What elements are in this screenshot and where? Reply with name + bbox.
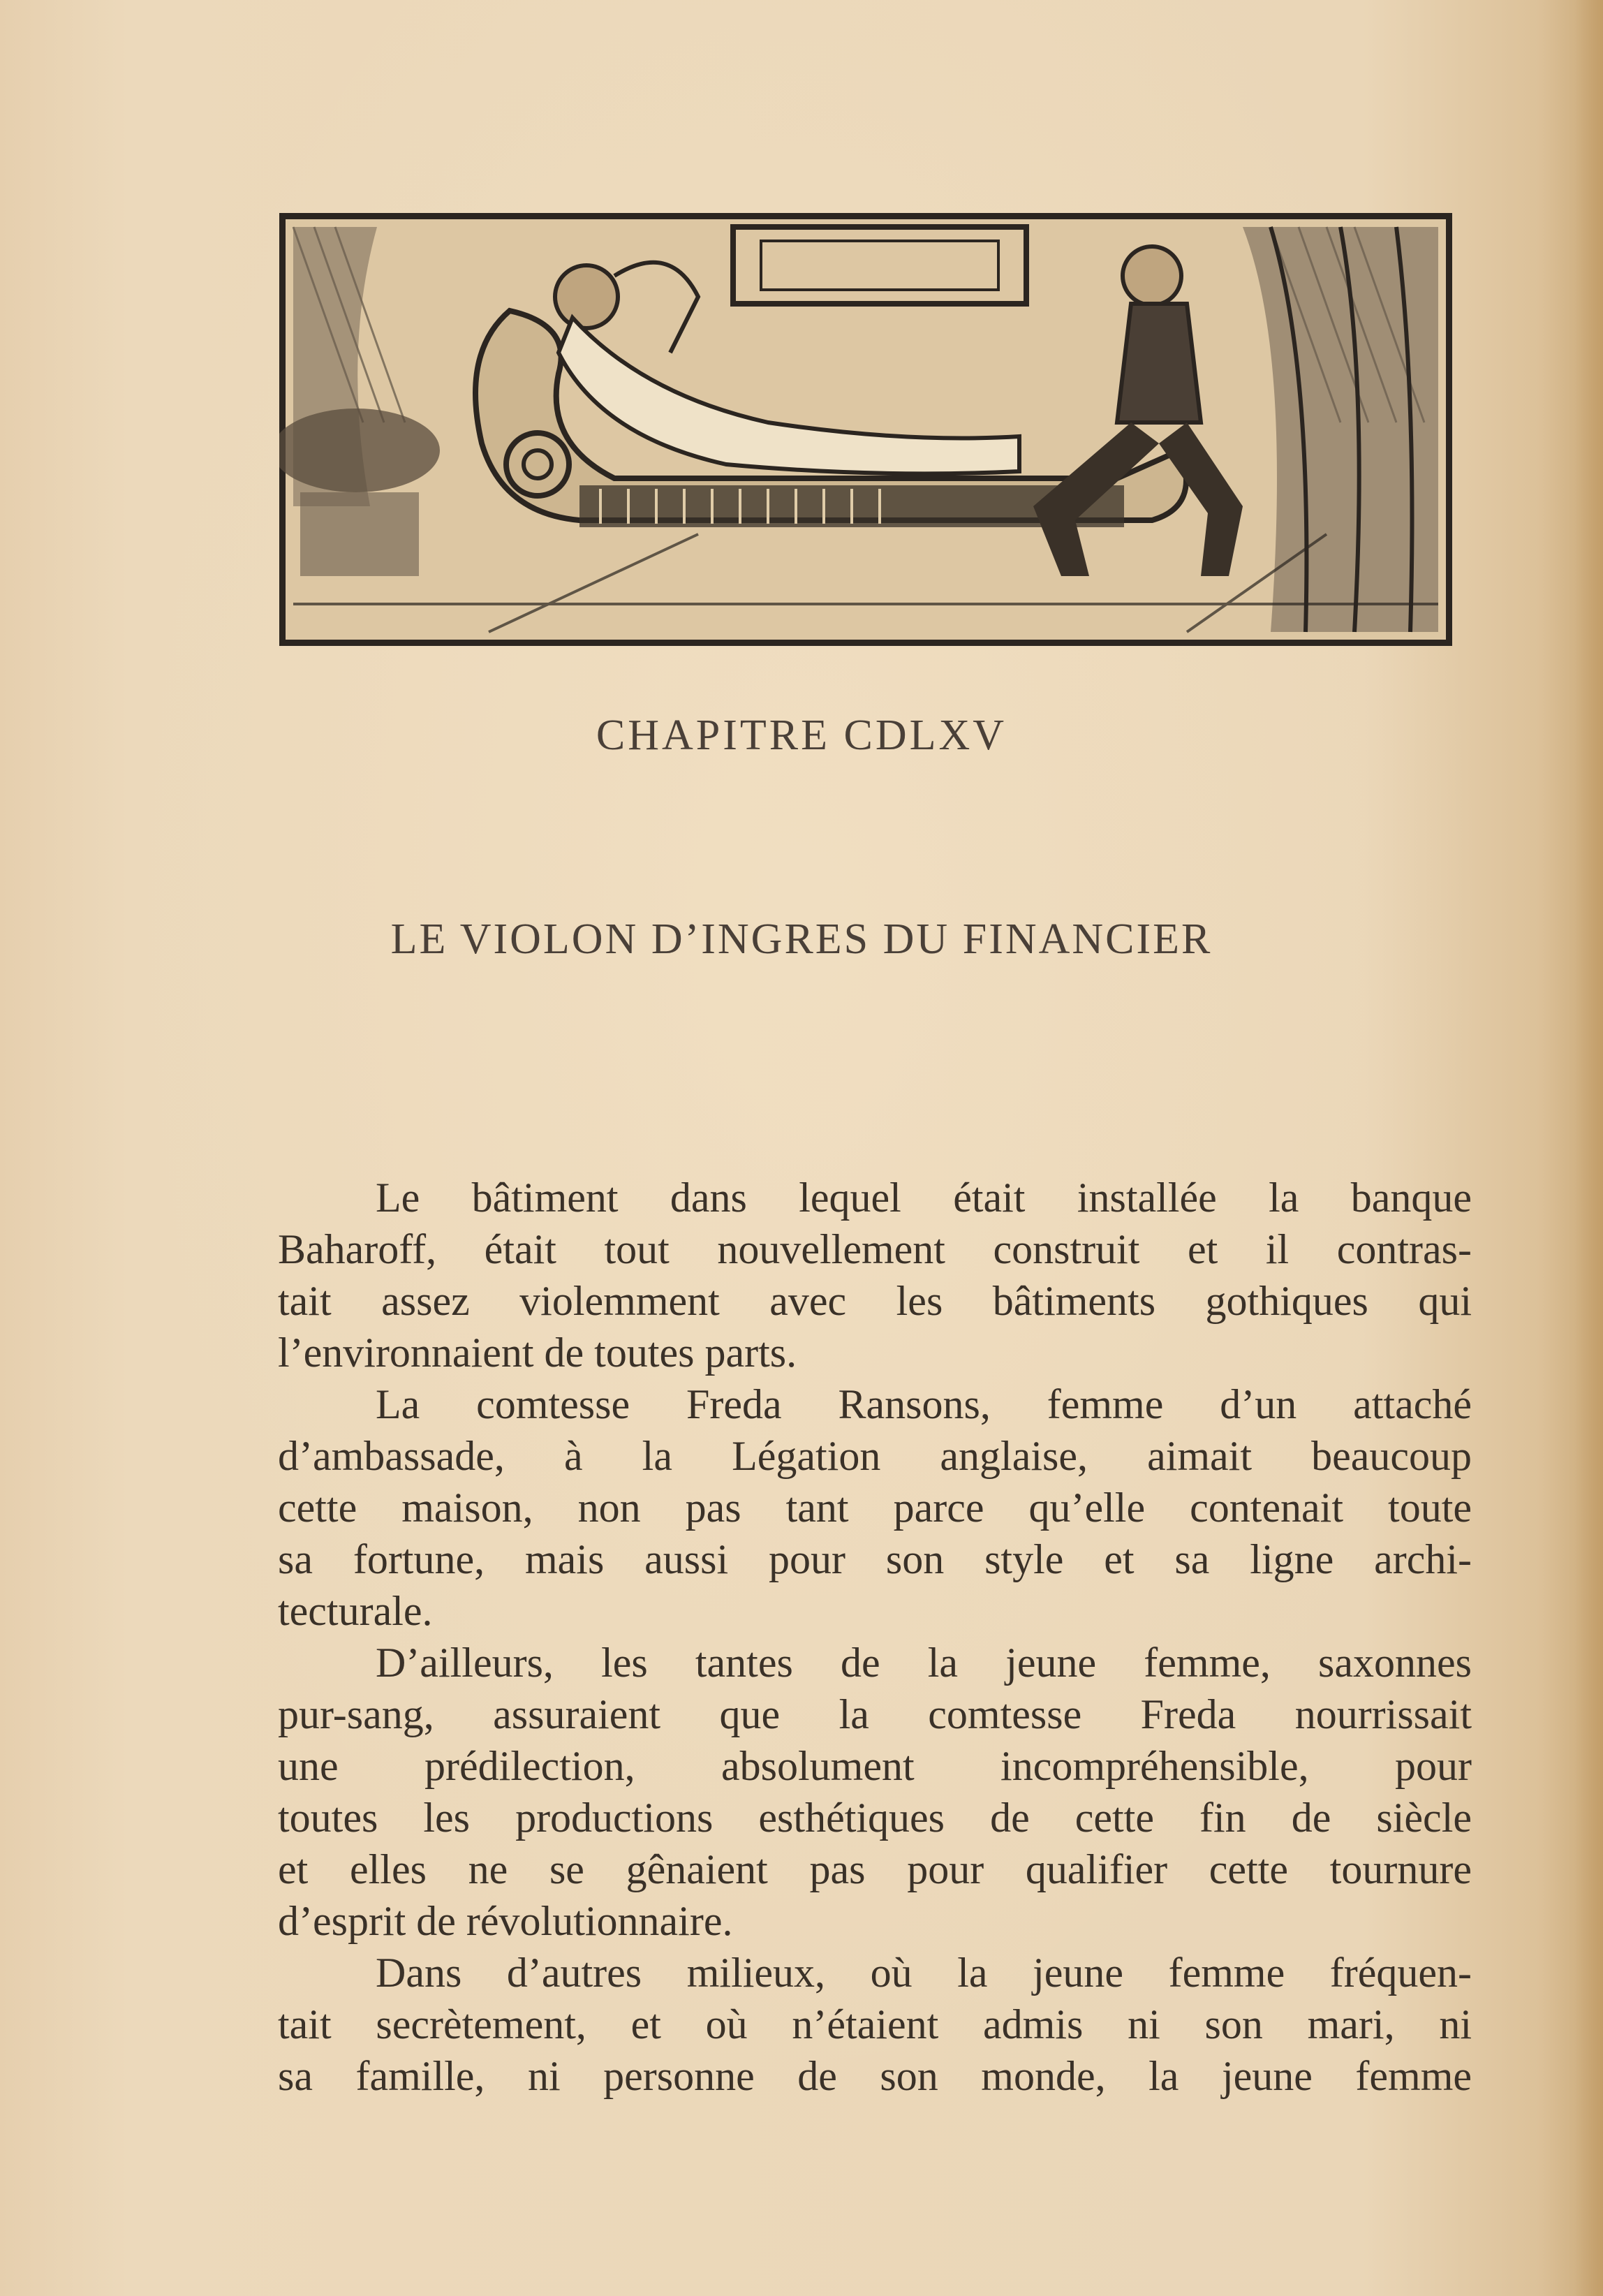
text-line: tecturale. <box>278 1588 433 1634</box>
text-line: une prédilection, absolument incompréhensible, pour <box>278 1743 1472 1789</box>
text-line: d’esprit de révolutionnaire. <box>278 1898 733 1944</box>
text-line: La comtesse Freda Ransons, femme d’un attaché <box>376 1381 1472 1427</box>
text-line: l’environnaient de toutes parts. <box>278 1330 797 1376</box>
text-line: et elles ne se gênaient pas pour qualifier cette tournure <box>278 1846 1472 1892</box>
text-line: D’ailleurs, les tantes de la jeune femme, saxonnes <box>376 1640 1472 1686</box>
text-line: d’ambassade, à la Légation anglaise, aimait beaucoup <box>278 1433 1472 1479</box>
text-line: pur-sang, assuraient que la comtesse Freda nourrissait <box>278 1691 1472 1737</box>
chapter-number: CHAPITRE CDLXV <box>596 712 1007 759</box>
woodcut-salon-scene-icon <box>279 213 1452 646</box>
chapter-illustration <box>279 213 1452 646</box>
text-line: sa famille, ni personne de son monde, la jeune femme <box>278 2053 1472 2099</box>
text-line: Baharoff, était tout nouvellement construit et il contras- <box>278 1226 1472 1272</box>
text-line: Dans d’autres milieux, où la jeune femme fréquen- <box>376 1950 1472 1996</box>
text-line: tait secrètement, et où n’étaient admis ni son mari, ni <box>278 2001 1472 2047</box>
text-line: Le bâtiment dans lequel était installée la banque <box>376 1175 1472 1221</box>
chapter-title: LE VIOLON D’INGRES DU FINANCIER <box>390 915 1213 963</box>
text-line: tait assez violemment avec les bâtiments gothiques qui <box>278 1278 1472 1324</box>
text-line: cette maison, non pas tant parce qu’elle contenait toute <box>278 1485 1472 1531</box>
text-line: toutes les productions esthétiques de cette fin de siècle <box>278 1795 1472 1841</box>
text-line: sa fortune, mais aussi pour son style et sa ligne archi- <box>278 1536 1472 1582</box>
body-text <box>278 1172 1472 2102</box>
